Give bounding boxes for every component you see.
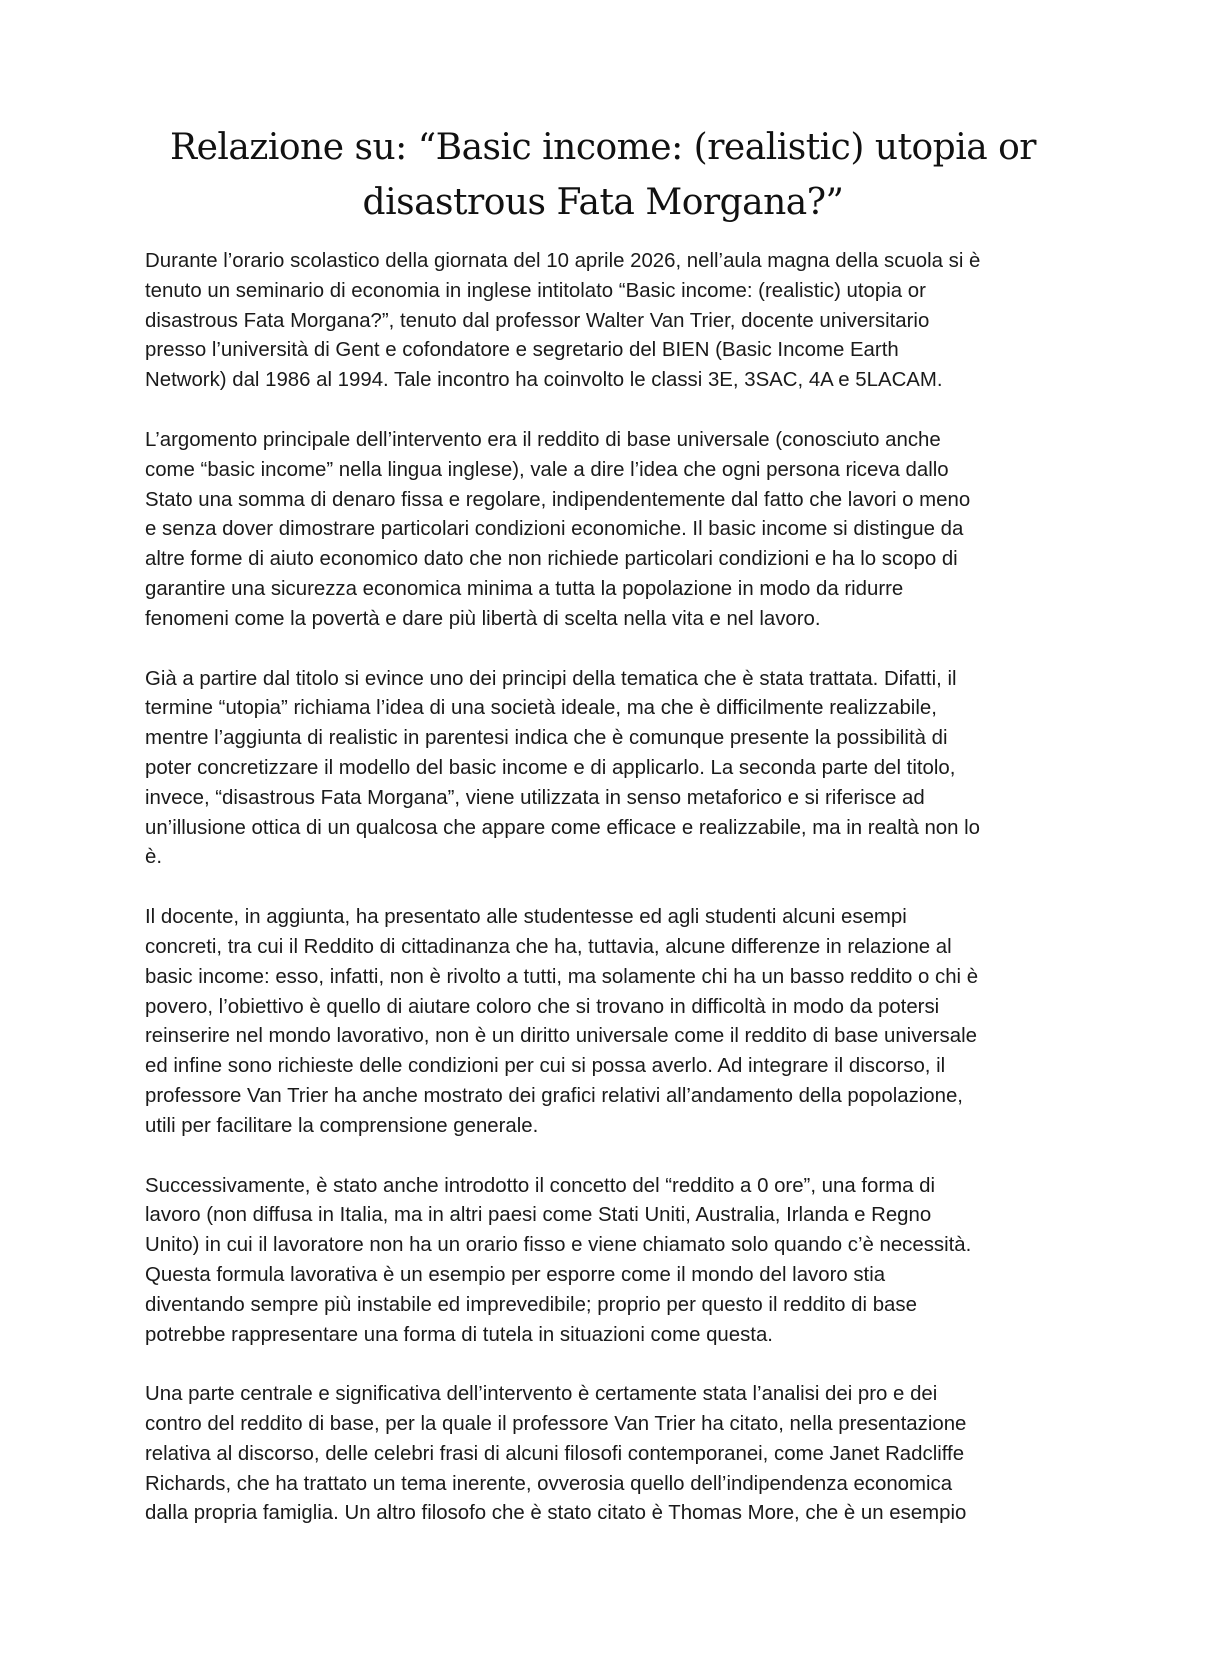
paragraph xyxy=(145,903,1075,1141)
paragraph xyxy=(145,1380,1075,1529)
paragraph xyxy=(145,665,1075,874)
paragraph-line: Una parte centrale e significativa dell’intervento è certamente stata l’analisi dei pro e dei xyxy=(145,1383,938,1406)
paragraph-line: povero, l’obiettivo è quello di aiutare coloro che si trovano in difficoltà in modo da potersi xyxy=(145,995,940,1018)
paragraph-line: come “basic income” nella lingua inglese), vale a dire l’idea che ogni persona riceva dallo xyxy=(145,458,949,481)
paragraph xyxy=(145,426,1075,635)
paragraph-line: fenomeni come la povertà e dare più libertà di scelta nella vita e nel lavoro. xyxy=(145,607,821,630)
paragraph-line: altre forme di aiuto economico dato che non richiede particolari condizioni e ha lo scopo di xyxy=(145,548,958,571)
document-body xyxy=(145,247,1075,1559)
paragraph-line: contro del reddito di base, per la quale il professore Van Trier ha citato, nella presentazione xyxy=(145,1413,967,1436)
paragraph xyxy=(145,1172,1075,1351)
paragraph-line: concreti, tra cui il Reddito di cittadinanza che ha, tuttavia, alcune differenze in relazione al xyxy=(145,935,952,958)
paragraph-line: Durante l’orario scolastico della giornata del 10 aprile 2026, nell’aula magna della scuola si è xyxy=(145,250,981,272)
paragraph-line: un’illusione ottica di un qualcosa che appare come efficace e realizzabile, ma in realtà non lo xyxy=(145,816,981,839)
paragraph-line: garantire una sicurezza economica minima a tutta la popolazione in modo da ridurre xyxy=(145,577,904,600)
paragraph-line: professore Van Trier ha anche mostrato dei grafici relativi all’andamento della popolazione, xyxy=(145,1084,963,1107)
title-line-2: disastrous Fata Morgana?” xyxy=(362,182,844,223)
paragraph-line: Richards, che ha trattato un tema inerente, ovverosia quello dell’indipendenza economica xyxy=(145,1472,953,1495)
paragraph-line: Successivamente, è stato anche introdotto il concetto del “reddito a 0 ore”, una forma di xyxy=(145,1174,936,1197)
paragraph-line: Network) dal 1986 al 1994. Tale incontro ha coinvolto le classi 3E, 3SAC, 4A e 5LACAM. xyxy=(145,369,943,392)
document-title xyxy=(120,120,1086,230)
paragraph-line: dalla propria famiglia. Un altro filosofo che è stato citato è Thomas More, che è un esempio xyxy=(145,1502,967,1525)
paragraph-line: Il docente, in aggiunta, ha presentato alle studentesse ed agli studenti alcuni esempi xyxy=(145,906,907,929)
paragraph-line: L’argomento principale dell’intervento era il reddito di base universale (conosciuto anche xyxy=(145,428,941,451)
paragraph-line: presso l’università di Gent e cofondatore e segretario del BIEN (Basic Income Earth xyxy=(145,339,899,362)
paragraph-line: è. xyxy=(145,846,163,869)
paragraph-line: potrebbe rappresentare una forma di tutela in situazioni come questa. xyxy=(145,1323,773,1346)
paragraph-line: Questa formula lavorativa è un esempio per esporre come il mondo del lavoro stia xyxy=(145,1263,886,1286)
paragraph-line: ed infine sono richieste delle condizioni per cui si possa averlo. Ad integrare il discorso, il xyxy=(145,1055,946,1078)
paragraph-line: basic income: esso, infatti, non è rivolto a tutti, ma solamente chi ha un basso reddito o chi è xyxy=(145,965,979,988)
paragraph-line: poter concretizzare il modello del basic income e di applicarlo. La seconda parte del titolo, xyxy=(145,756,956,779)
paragraph-line: Unito) in cui il lavoratore non ha un orario fisso e viene chiamato solo quando c’è necessità. xyxy=(145,1234,972,1257)
paragraph-line: mentre l’aggiunta di realistic in parentesi indica che è comunque presente la possibilità di xyxy=(145,727,948,750)
paragraph-line: disastrous Fata Morgana?”, tenuto dal professor Walter Van Trier, docente universitario xyxy=(145,309,930,332)
paragraph-line: Già a partire dal titolo si evince uno dei principi della tematica che è stata trattata. Difatti, il xyxy=(145,667,957,690)
title-line-1: Relazione su: “Basic income: (realistic) utopia or xyxy=(170,127,1036,168)
paragraph-line: termine “utopia” richiama l’idea di una società ideale, ma che è difficilmente realizzabile, xyxy=(145,697,937,720)
paragraph-line: tenuto un seminario di economia in inglese intitolato “Basic income: (realistic) utopia or xyxy=(145,279,926,302)
paragraph-line: relativa al discorso, delle celebri frasi di alcuni filosofi contemporanei, come Janet Radcliffe xyxy=(145,1442,965,1465)
paragraph-line: invece, “disastrous Fata Morgana”, viene utilizzata in senso metaforico e si riferisce ad xyxy=(145,786,925,809)
paragraph-line: utili per facilitare la comprensione generale. xyxy=(145,1114,539,1137)
paragraph-line: diventando sempre più instabile ed imprevedibile; proprio per questo il reddito di base xyxy=(145,1293,917,1316)
paragraph-line: lavoro (non diffusa in Italia, ma in altri paesi come Stati Uniti, Australia, Irlanda e Regno xyxy=(145,1204,932,1227)
paragraph-line: e senza dover dimostrare particolari condizioni economiche. Il basic income si distingue da xyxy=(145,518,964,541)
paragraph xyxy=(145,247,1075,396)
paragraph-line: Stato una somma di denaro fissa e regolare, indipendentemente dal fatto che lavori o meno xyxy=(145,488,971,511)
paragraph-line: reinserire nel mondo lavorativo, non è un diritto universale come il reddito di base universale xyxy=(145,1025,977,1048)
